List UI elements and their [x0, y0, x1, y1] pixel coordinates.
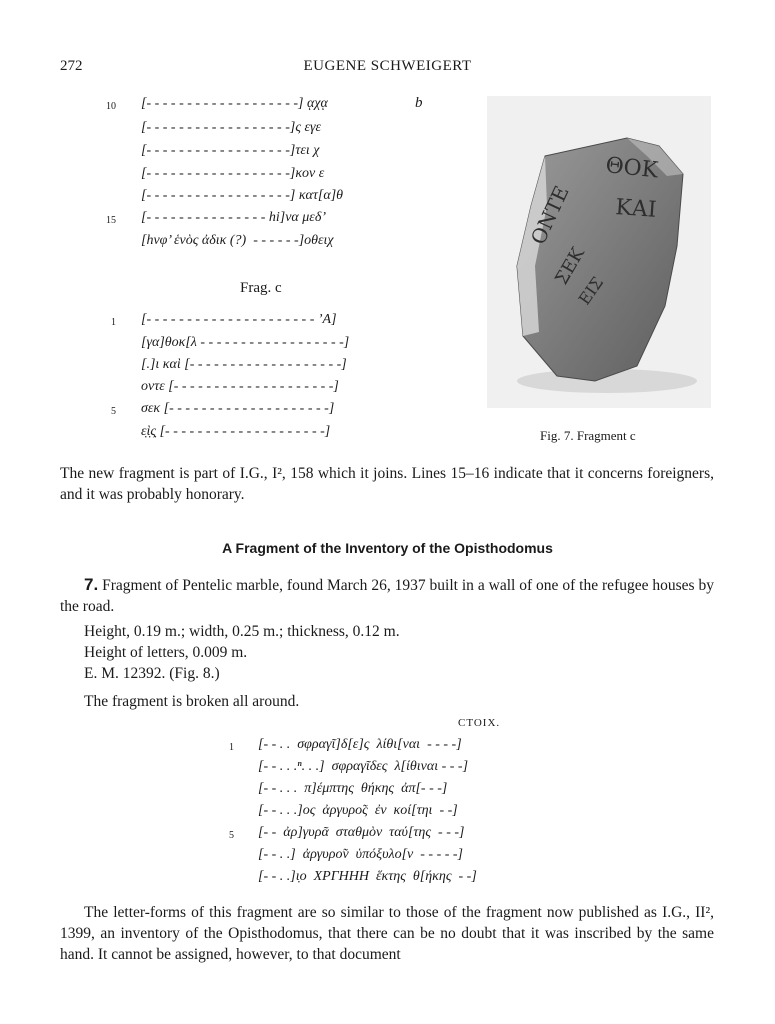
inscription-line: [hνφ’ ἑνὸς ἀδικ (?) - - - - - -]οθειχ — [141, 233, 334, 248]
stone-letters-row: ΕΙΣ — [574, 273, 608, 309]
inscription-line: ε̣ὶ̣ς̣ [- - - - - - - - - - - - - - - - - - - -] — [141, 424, 331, 439]
figure-caption: Fig. 7. Fragment c — [540, 428, 636, 443]
stoichedon-label: CTOIX. — [458, 717, 501, 729]
line-number: 15 — [106, 215, 116, 226]
inscription-line: [- - - - - - - - - - - - - - - - - - - - - ’Α] — [141, 312, 337, 327]
line-number: 10 — [106, 101, 116, 112]
fragment-condition: The fragment is broken all around. — [84, 693, 300, 710]
body-paragraph: The letter-forms of this fragment are so similar to those of the fragment now published as I.G., II², 1399, an inventory of the Opisthodomus, that there can be no doubt that it was inscribed by the same hand. It cannot be assigned, however, to that document — [60, 904, 714, 963]
stone-fragment-image — [487, 96, 711, 408]
stone-letters-row: ΟΝΤΕ — [525, 181, 574, 249]
stone-letters-row: ΚΑΙ — [614, 195, 658, 223]
fragment-photograph — [487, 96, 711, 408]
section-heading: A Fragment of the Inventory of the Opisthodomus — [222, 540, 553, 556]
inscription-line: [- - - - - - - - - - - - - - - - - -]κον ε — [141, 166, 325, 181]
item-number: 7. — [84, 575, 99, 594]
inscription-line: [- - . .] ἀργυρο̃ν ὑπόξυλο[ν - - - - -] — [258, 847, 464, 862]
line-number: 5 — [111, 406, 116, 417]
item-7-intro — [60, 574, 714, 617]
line-number: 1 — [229, 742, 234, 753]
stone-letters-row: ΘΟΚ — [604, 153, 660, 184]
inscription-line: [- - . .]ι̣ο ΧΡΓΗΗΗ ἕκτης θ[ήκης - -] — [258, 869, 477, 884]
inscription-line: [γα]θοκ[λ - - - - - - - - - - - - - - - - - -] — [141, 335, 350, 350]
fragment-c-title: Frag. c — [240, 280, 282, 296]
inscription-line: [- - . . .ⁿ. . .] σφραγῖδες λ[ίθιναι - - -] — [258, 759, 469, 774]
inscription-line: [- - . . .]ος ἀργυρο̃ς ἐν κοί[τηι - -] — [258, 803, 458, 818]
dimensions: Height, 0.19 m.; width, 0.25 m.; thickness, 0.12 m. — [84, 623, 400, 640]
page-number: 272 — [60, 58, 83, 74]
inscription-line: σεκ [- - - - - - - - - - - - - - - - - - - -] — [141, 401, 335, 416]
inscription-line: [- - - - - - - - - - - - - - - - - -]τει χ — [141, 143, 320, 158]
line-number: 1 — [111, 317, 116, 328]
museum-number: E. M. 12392. (Fig. 8.) — [84, 665, 220, 682]
inscription-line: [.]ι καὶ [- - - - - - - - - - - - - - - - - - -] — [141, 357, 347, 372]
inscription-line: [- - - - - - - - - - - - - - - hi]να μεδ’ — [141, 210, 326, 225]
inscription-line: οντε [- - - - - - - - - - - - - - - - - - - -] — [141, 379, 339, 394]
line-number: 5 — [229, 830, 234, 841]
item-intro-text: Fragment of Pentelic marble, found March 26, 1937 built in a wall of one of the refugee houses by the road. — [60, 577, 715, 615]
inscription-line: [- - ἀρ]γυρᾶ σταθμὸν ταύ[της - - -] — [258, 825, 465, 840]
fragment-b-label: b — [415, 95, 423, 111]
inscription-line: [- - - - - - - - - - - - - - - - - -]ς εγε — [141, 120, 322, 135]
running-head-author: EUGENE SCHWEIGERT — [303, 58, 472, 74]
inscription-line: [- - - - - - - - - - - - - - - - - -] κατ[α]θ — [141, 188, 344, 203]
stone-letters-row: ΣΕΚ — [551, 243, 589, 289]
inscription-line: [- - . . σφραγῖ]δ[ε]ς λίθι[ναι - - - -] — [258, 737, 462, 752]
body-paragraph: The new fragment is part of I.G., I², 158 which it joins. Lines 15–16 indicate that it concerns foreigners, and it was probably honorary. — [60, 465, 714, 503]
inscription-line: [- - . . . π]έμπτης θήκης ἀπ[- - -] — [258, 781, 448, 796]
inscription-line: [- - - - - - - - - - - - - - - - - - -] ᾳχᾳ — [141, 96, 328, 111]
letter-height: Height of letters, 0.009 m. — [84, 644, 248, 661]
